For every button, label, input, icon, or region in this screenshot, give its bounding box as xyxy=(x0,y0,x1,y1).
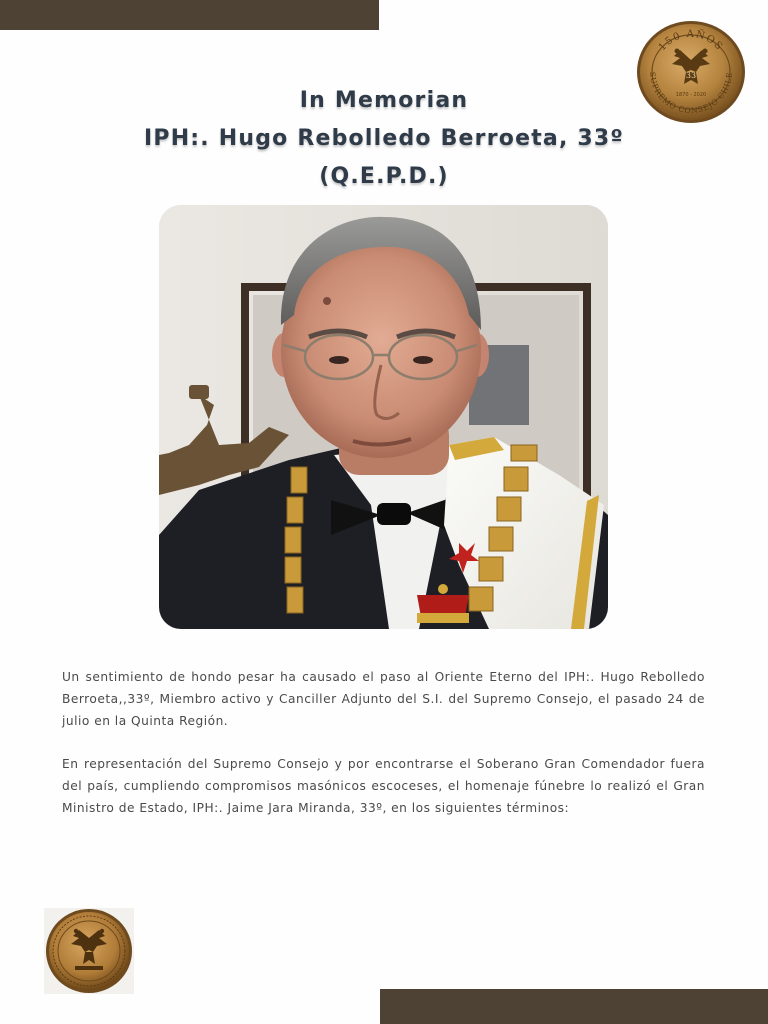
top-decorative-bar xyxy=(0,0,379,30)
bottom-decorative-bar xyxy=(380,989,768,1024)
seal-top-number: 33 xyxy=(685,71,697,80)
seal-top-founding-years: 1870 - 2020 xyxy=(675,92,707,98)
bottom-seal-container xyxy=(44,908,134,994)
memorial-body-text xyxy=(62,666,705,840)
supreme-council-seal-icon xyxy=(45,908,133,994)
heading-line-qepd: (Q.E.P.D.) xyxy=(319,164,449,189)
seal-top-ring-label: SUPREMO CONSEJO CHILE xyxy=(647,71,735,116)
seal-top-years-label: 150 AÑOS xyxy=(656,28,726,54)
paragraph-1: Un sentimiento de hondo pesar ha causado el paso al Oriente Eterno del IPH:. Hugo Rebolledo Berroeta,,33º, Miembro activo y Canciller Adjunto del S.I. del Supremo Consejo, el pasado 24 de julio en la Quinta Región. xyxy=(62,670,705,728)
heading-line-in-memorian: In Memorian xyxy=(299,88,469,113)
heading-line-name: IPH:. Hugo Rebolledo Berroeta, 33º xyxy=(143,126,624,151)
paragraph-2: En representación del Supremo Consejo y por encontrarse el Soberano Gran Comendador fuera del país, cumpliendo compromisos masónicos escoceses, el homenaje fúnebre lo realizó el Gran Ministro de Estado, IPH:. Jaime Jara Miranda, 33º, en los siguientes términos: xyxy=(62,757,705,815)
portrait-photo xyxy=(159,205,608,629)
memorial-heading xyxy=(84,82,684,196)
